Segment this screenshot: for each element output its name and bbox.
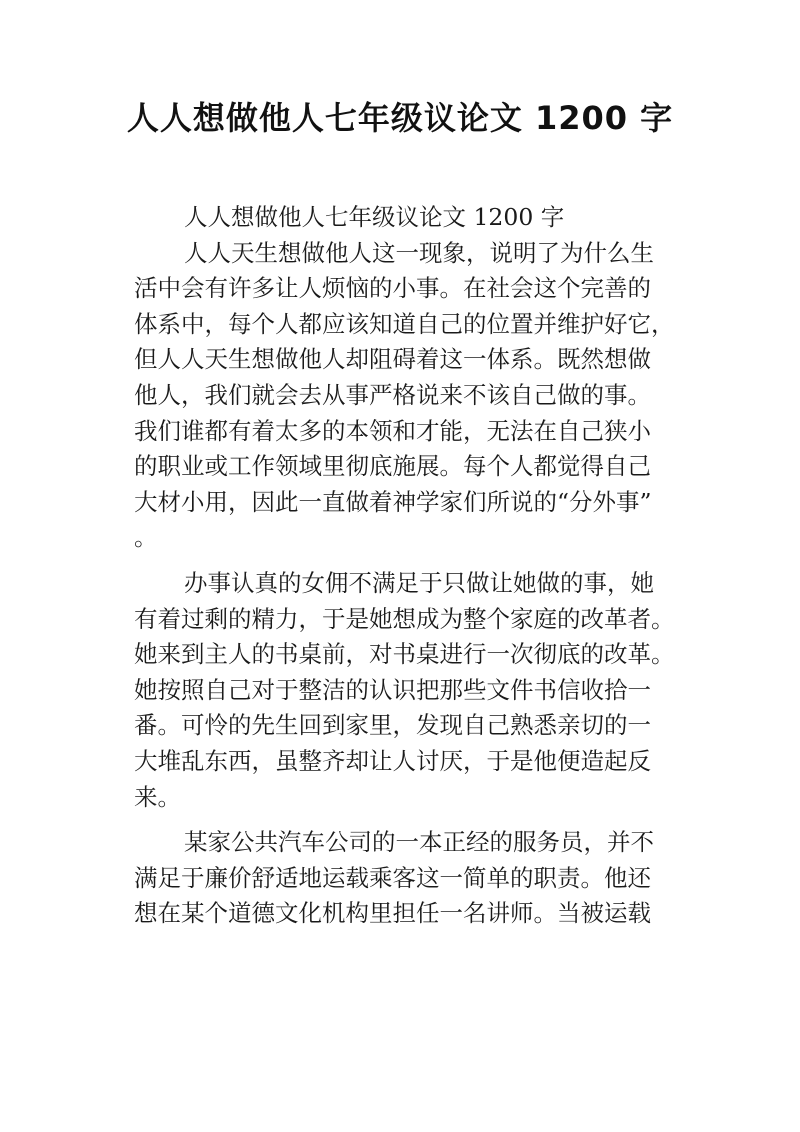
document-title: 人人想做他人七年级议论文 1200 字 xyxy=(126,99,674,137)
paragraph xyxy=(134,200,664,236)
text-line: 人人天生想做他人这一现象，说明了为什么生 xyxy=(184,238,654,267)
text-line: 想在某个道德文化机构里担任一名讲师。当被运载 xyxy=(134,899,651,928)
text-line: 但人人天生想做他人却阻碍着这一体系。既然想做 xyxy=(134,345,651,374)
text-line: 她按照自己对于整洁的认识把那些文件书信收拾一 xyxy=(134,675,651,704)
document-body xyxy=(134,200,675,932)
text-line: 大材小用，因此一直做着神学家们所说的“分外事” xyxy=(134,487,652,516)
text-line: 来。 xyxy=(134,782,181,811)
paragraph xyxy=(134,566,675,815)
text-line: 的职业或工作领域里彻底施展。每个人都觉得自己 xyxy=(134,452,651,481)
text-line: 。 xyxy=(134,523,158,552)
text-line: 体系中，每个人都应该知道自己的位置并维护好它， xyxy=(134,309,675,338)
text-line: 满足于廉价舒适地运载乘客这一简单的职责。他还 xyxy=(134,863,651,892)
paragraph xyxy=(134,825,664,932)
paragraph xyxy=(134,236,675,556)
text-line: 大堆乱东西，虽整齐却让人讨厌，于是他便造起反 xyxy=(134,746,651,775)
text-line: 办事认真的女佣不满足于只做让她做的事，她 xyxy=(184,568,654,597)
paragraph-gap xyxy=(134,815,664,825)
text-line: 番。可怜的先生回到家里，发现自己熟悉亲切的一 xyxy=(134,711,651,740)
text-line: 人人想做他人七年级议论文 1200 字 xyxy=(184,203,565,231)
text-line: 活中会有许多让人烦恼的小事。在社会这个完善的 xyxy=(134,274,651,303)
text-line: 他人，我们就会去从事严格说来不该自己做的事。 xyxy=(134,380,651,409)
text-line: 我们谁都有着太多的本领和才能，无法在自己狭小 xyxy=(134,416,651,445)
paragraph-gap xyxy=(134,556,664,566)
text-line: 某家公共汽车公司的一本正经的服务员，并不 xyxy=(184,828,654,857)
text-line: 她来到主人的书桌前，对书桌进行一次彻底的改革。 xyxy=(134,640,675,669)
text-line: 有着过剩的精力，于是她想成为整个家庭的改革者。 xyxy=(134,604,675,633)
